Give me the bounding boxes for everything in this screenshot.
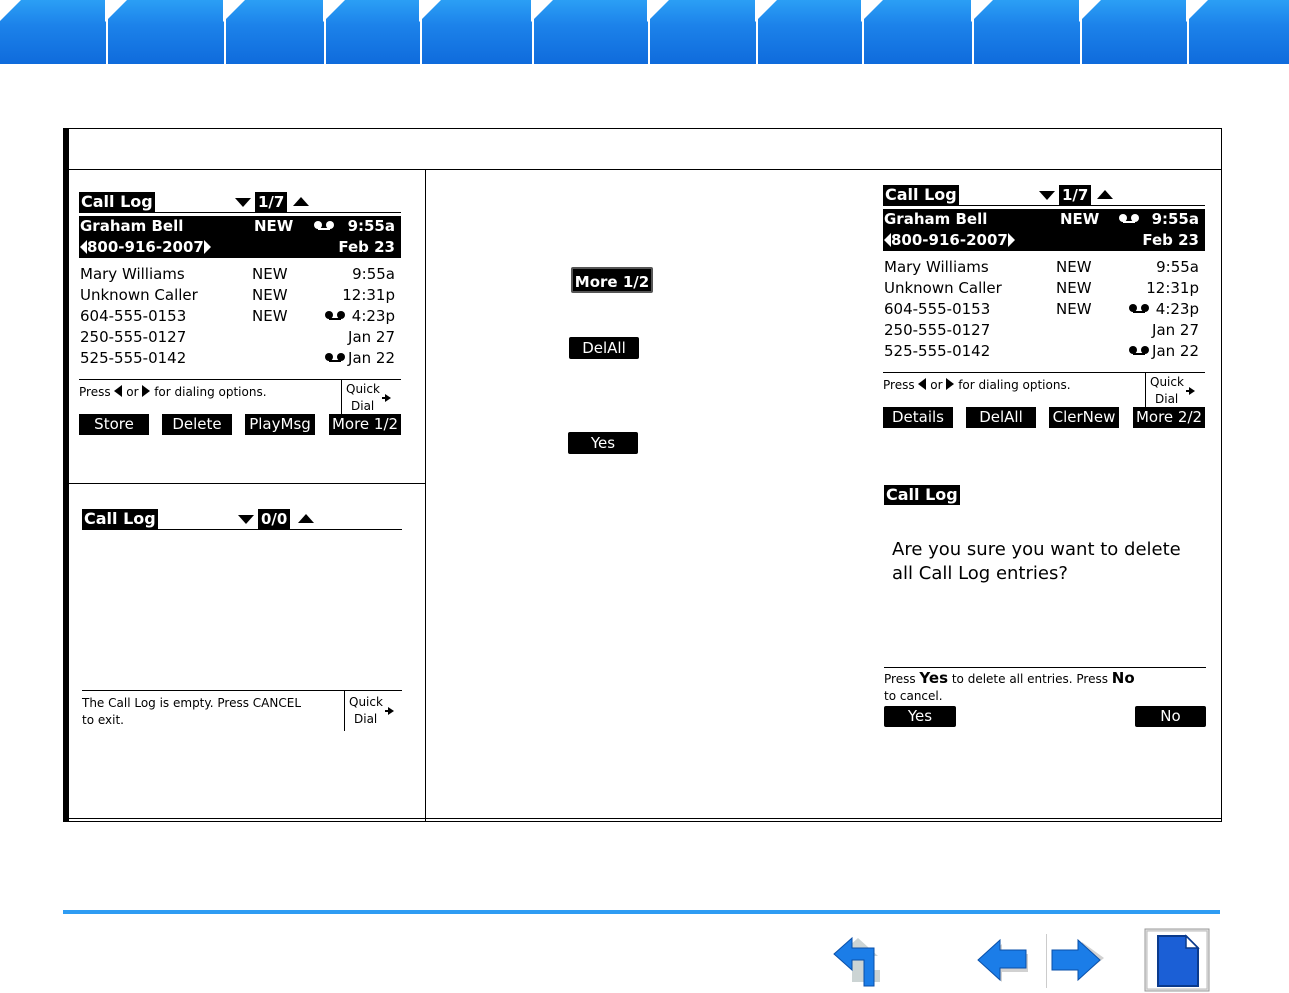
pager-count: 1/7 [255, 192, 287, 212]
entry-name: Unknown Caller [884, 279, 1002, 297]
empty-hint-line-1: The Call Log is empty. Press CANCEL [82, 696, 302, 710]
right-arrow-icon [204, 240, 211, 254]
more-button-image: More 1/2 [571, 267, 653, 293]
table-column-divider [425, 169, 426, 822]
table-left-bar [64, 129, 69, 821]
entry-time: 4:23p [351, 307, 395, 325]
entry-time: 4:23p [1155, 300, 1199, 318]
softkey-delall[interactable]: DelAll [966, 407, 1036, 428]
nav-tab-4[interactable] [324, 0, 420, 66]
voicemail-icon [1129, 346, 1149, 356]
nav-tab-10[interactable] [972, 0, 1080, 66]
voicemail-icon [325, 353, 345, 363]
softkey-details[interactable]: Details [883, 407, 953, 428]
hint-text: for dialing options. [958, 378, 1071, 392]
list-item[interactable] [79, 327, 401, 348]
list-item[interactable] [883, 341, 1205, 362]
entry-time: 9:55a [352, 265, 395, 283]
hint-yes: Yes [919, 669, 949, 687]
quick-label: Quick [346, 382, 380, 396]
entry-time: 9:55a [1156, 258, 1199, 276]
down-arrow-icon [235, 198, 251, 207]
previous-page-icon [976, 930, 1034, 990]
screen-title: Call Log [883, 185, 959, 205]
list-item[interactable] [79, 306, 401, 327]
quick-label: Quick [1150, 375, 1184, 389]
hint-press: Press [883, 378, 915, 392]
right-arrow-icon [142, 385, 150, 397]
nav-tab-1[interactable] [0, 0, 106, 66]
entry-status: NEW [1056, 258, 1092, 276]
entry-status: NEW [252, 265, 288, 283]
up-arrow-icon [298, 514, 314, 523]
selected-entry[interactable] [883, 209, 1205, 251]
hint-mid: to delete all entries. Press [951, 672, 1108, 686]
confirm-line-2: all Call Log entries? [892, 563, 1068, 584]
selected-name: Graham Bell [80, 217, 184, 235]
down-arrow-icon [238, 515, 254, 524]
hint-or: or [126, 385, 139, 399]
entry-time: Jan 22 [348, 349, 395, 367]
entry-name: 604-555-0153 [884, 300, 991, 318]
list-item[interactable] [79, 285, 401, 306]
entry-status: NEW [1056, 279, 1092, 297]
dial-label: Dial [351, 399, 375, 413]
hint-press: Press [884, 672, 916, 686]
selected-status: NEW [1060, 210, 1100, 228]
entry-time: Jan 27 [1152, 321, 1199, 339]
list-item[interactable] [79, 348, 401, 369]
entry-status: NEW [252, 307, 288, 325]
quick-dial[interactable] [1145, 373, 1201, 409]
call-log-screen-empty [82, 509, 402, 734]
delete-confirm-screen [884, 485, 1206, 730]
previous-page-button[interactable] [976, 930, 1034, 990]
empty-hint-line-2: to exit. [82, 713, 124, 727]
entry-status: NEW [1056, 300, 1092, 318]
up-arrow-icon [293, 197, 309, 206]
entry-time: Jan 27 [348, 328, 395, 346]
return-icon [830, 930, 886, 990]
entry-time: Jan 22 [1152, 342, 1199, 360]
table-header-line [64, 169, 1221, 170]
softkey-yes[interactable]: Yes [884, 706, 956, 727]
screen-title: Call Log [79, 192, 155, 212]
screen-title: Call Log [884, 485, 960, 505]
right-arrow-icon [1008, 233, 1015, 247]
confirm-hint [884, 667, 1206, 705]
yes-button-image: Yes [568, 432, 638, 454]
entry-name: 250-555-0127 [80, 328, 187, 346]
dial-label: Dial [354, 712, 378, 726]
softkey-no[interactable]: No [1135, 706, 1206, 727]
hint-bar [79, 379, 401, 415]
nav-tab-9[interactable] [862, 0, 972, 66]
softkey-more[interactable]: More 1/2 [329, 414, 401, 435]
nav-tab-6[interactable] [532, 0, 648, 66]
left-arrow-icon [80, 240, 87, 254]
entry-name: 525-555-0142 [884, 342, 991, 360]
next-page-button[interactable] [1046, 930, 1106, 990]
entry-name: 604-555-0153 [80, 307, 187, 325]
arrow-right-icon [385, 394, 391, 402]
hint-bar [82, 690, 402, 730]
voicemail-icon [314, 221, 334, 231]
softkey-playmsg[interactable]: PlayMsg [245, 414, 315, 435]
entry-time: 12:31p [1146, 279, 1199, 297]
right-arrow-icon [946, 378, 954, 390]
left-arrow-icon [918, 378, 926, 390]
call-log-screen-list [79, 192, 401, 437]
confirm-line-1: Are you sure you want to delete [892, 539, 1181, 560]
selected-name: Graham Bell [884, 210, 988, 228]
dial-label: Dial [1155, 392, 1179, 406]
selected-status: NEW [254, 217, 294, 235]
arrow-right-icon [1189, 387, 1195, 395]
selected-time: 9:55a [1151, 210, 1199, 228]
softkey-delete[interactable]: Delete [162, 414, 232, 435]
nav-tab-3[interactable] [224, 0, 324, 66]
selected-entry[interactable] [79, 216, 401, 258]
hint-press: Press [79, 385, 111, 399]
table-row-divider [64, 483, 425, 484]
selected-time: 9:55a [347, 217, 395, 235]
selected-number: 800-916-2007 [87, 238, 204, 256]
quick-label: Quick [349, 695, 383, 709]
top-tab-bar [0, 0, 1289, 66]
quick-dial[interactable] [344, 691, 400, 731]
hint-end: to cancel. [884, 689, 943, 703]
hint-or: or [930, 378, 943, 392]
entry-name: 250-555-0127 [884, 321, 991, 339]
nav-tab-5[interactable] [420, 0, 532, 66]
entry-name: Mary Williams [80, 265, 185, 283]
confirm-message [892, 538, 1181, 586]
hint-bar [883, 372, 1205, 408]
figure-table [63, 128, 1222, 822]
quick-dial[interactable] [341, 380, 397, 416]
entry-name: Mary Williams [884, 258, 989, 276]
voicemail-icon [1129, 304, 1149, 314]
hint-text: for dialing options. [154, 385, 267, 399]
nav-tab-2[interactable] [106, 0, 224, 66]
call-log-screen-more [883, 185, 1205, 430]
list-item[interactable] [79, 264, 401, 285]
entry-time: 12:31p [342, 286, 395, 304]
entry-name: 525-555-0142 [80, 349, 187, 367]
left-arrow-icon [114, 385, 122, 397]
footer-rule [63, 910, 1220, 914]
down-arrow-icon [1039, 191, 1055, 200]
softkey-more[interactable]: More 2/2 [1133, 407, 1205, 428]
list-item[interactable] [883, 278, 1205, 299]
nav-tab-7[interactable] [648, 0, 756, 66]
selected-date: Feb 23 [1142, 231, 1199, 249]
selected-number: 800-916-2007 [891, 231, 1008, 249]
entry-name: Unknown Caller [80, 286, 198, 304]
voicemail-icon [1119, 214, 1139, 224]
entry-status: NEW [252, 286, 288, 304]
arrow-right-icon [388, 707, 394, 715]
nav-tab-11[interactable] [1080, 0, 1187, 66]
table-bottom-line [64, 818, 1221, 819]
nav-tab-8[interactable] [756, 0, 862, 66]
hint-no: No [1111, 669, 1135, 687]
pager-count: 1/7 [1059, 185, 1091, 205]
page-icon [1144, 928, 1212, 992]
delall-button-image: DelAll [569, 337, 639, 359]
list-item[interactable] [883, 299, 1205, 320]
screen-title: Call Log [82, 509, 158, 529]
pager-count: 0/0 [258, 509, 290, 529]
return-button[interactable] [830, 930, 886, 990]
left-arrow-icon [884, 233, 891, 247]
softkey-store[interactable]: Store [79, 414, 149, 435]
voicemail-icon [325, 311, 345, 321]
up-arrow-icon [1097, 190, 1113, 199]
softkey-clernew[interactable]: ClerNew [1049, 407, 1119, 428]
nav-tab-12[interactable] [1187, 0, 1289, 66]
list-item[interactable] [883, 320, 1205, 341]
list-item[interactable] [883, 257, 1205, 278]
selected-date: Feb 23 [338, 238, 395, 256]
page-view-button[interactable] [1144, 928, 1212, 992]
next-page-icon [1046, 930, 1106, 990]
